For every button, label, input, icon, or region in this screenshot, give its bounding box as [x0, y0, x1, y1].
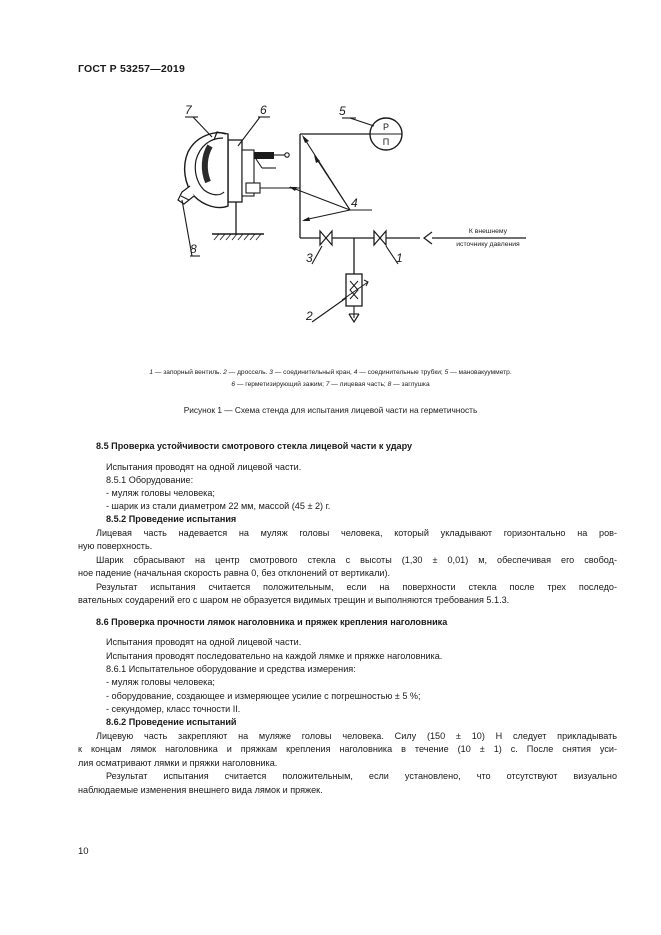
para-line: Шарик сбрасывают на центр смотрового стекла с высоты (1,30 ± 0,01) м, обеспечивая его свобод-	[96, 555, 617, 565]
para-line: к концам лямок наголовника и пряжкам крепления наголовника в течение (10 ± 1) с. После снятия уси-	[78, 744, 617, 754]
para-line: вательных соударений его с шаром не образуется видимых трещин и выполняются требования 5.1.3.	[78, 595, 510, 605]
legend-num-5: 5	[444, 369, 449, 376]
para: Испытания проводят на одной лицевой части.	[106, 637, 302, 647]
label-3: 3	[306, 251, 313, 265]
para-line: Лицевая часть надевается на муляж головы человека, который укладывают горизонтально на ров-	[96, 528, 617, 538]
legend-num-8: 8	[387, 381, 392, 388]
list-item: - секундомер, класс точности II.	[106, 704, 241, 714]
document-code: ГОСТ Р 53257—2019	[78, 63, 186, 75]
label-1: 1	[396, 251, 403, 265]
legend-num-1: 1	[149, 369, 153, 376]
section-8-5-heading: 8.5 Проверка устойчивости смотрового стекла лицевой части к удару	[96, 441, 413, 451]
list-item: - оборудование, создающее и измеряющее усилие с погрешностью ± 5 %;	[106, 691, 421, 701]
legend-num-7: 7	[325, 381, 330, 388]
legend-text-6: — герметизирующий зажим;	[235, 381, 326, 388]
legend-text-4: — соединительные трубки;	[357, 369, 445, 376]
list-item: - шарик из стали диаметром 22 мм, массой (45 ± 2) г.	[106, 501, 331, 511]
label-8: 8	[190, 242, 197, 256]
label-5: 5	[339, 104, 346, 118]
para-line: Результат испытания считается положительным, если установлено, что отсутствуют визуально	[106, 771, 617, 781]
legend-num-6: 6	[231, 381, 236, 388]
para-line: Результат испытания считается положительным, если на поверхности стекла после трех последо-	[96, 582, 617, 592]
gauge-vacuum-letter: П	[382, 137, 390, 147]
para: Испытания проводят на одной лицевой части.	[106, 462, 302, 472]
para-line: Лицевую часть закрепляют на муляже головы человека. Силу (150 ± 10) Н следует прикладывать	[96, 731, 617, 741]
para-line: ное падение (начальная скорость равна 0, без отклонений от вертикали).	[78, 568, 391, 578]
test-stand-diagram	[0, 0, 661, 370]
page-number: 10	[78, 846, 89, 857]
label-2: 2	[306, 309, 313, 323]
legend-text-2: — дроссель.	[226, 369, 270, 376]
figure-legend-line1	[60, 367, 601, 379]
label-7: 7	[185, 103, 192, 117]
legend-text-1: — запорный вентиль.	[153, 369, 224, 376]
list-item: - муляж головы человека;	[106, 488, 215, 498]
figure-legend-line2	[60, 379, 601, 391]
para-line: лия осматривают лямки и пряжки наголовника.	[78, 758, 278, 768]
legend-text-7: — лицевая часть;	[329, 381, 388, 388]
para-line: ную поверхность.	[78, 541, 153, 551]
source-label-line2: источнику давления	[456, 241, 520, 248]
legend-text-5: — мановакуумметр.	[448, 369, 512, 376]
legend-num-3: 3	[269, 369, 273, 376]
para: Испытания проводят последовательно на каждой лямке и пряжке наголовника.	[106, 651, 443, 661]
source-label-line1: К внешнему	[468, 228, 508, 235]
para: 8.6.1 Испытательное оборудование и средства измерения:	[106, 664, 356, 674]
legend-num-2: 2	[223, 369, 227, 376]
subsection-heading: 8.6.2 Проведение испытаний	[106, 717, 237, 727]
legend-text-3: — соединительный кран,	[272, 369, 354, 376]
label-4: 4	[351, 196, 358, 210]
label-6: 6	[260, 103, 267, 117]
section-8-6-heading: 8.6 Проверка прочности лямок наголовника и пряжек крепления наголовника	[96, 617, 448, 627]
legend-num-4: 4	[353, 369, 358, 376]
gauge-pressure-letter: Р	[382, 122, 390, 132]
legend-text-8: — заглушка	[391, 381, 430, 388]
subsection-heading: 8.5.2 Проведение испытания	[106, 514, 237, 524]
para: 8.5.1 Оборудование:	[106, 475, 194, 485]
para-line: наблюдаемые изменения внешнего вида лямок и пряжек.	[78, 785, 323, 795]
figure-caption: Рисунок 1 — Схема стенда для испытания лицевой части на герметичность	[183, 405, 478, 415]
list-item: - муляж головы человека;	[106, 677, 215, 687]
